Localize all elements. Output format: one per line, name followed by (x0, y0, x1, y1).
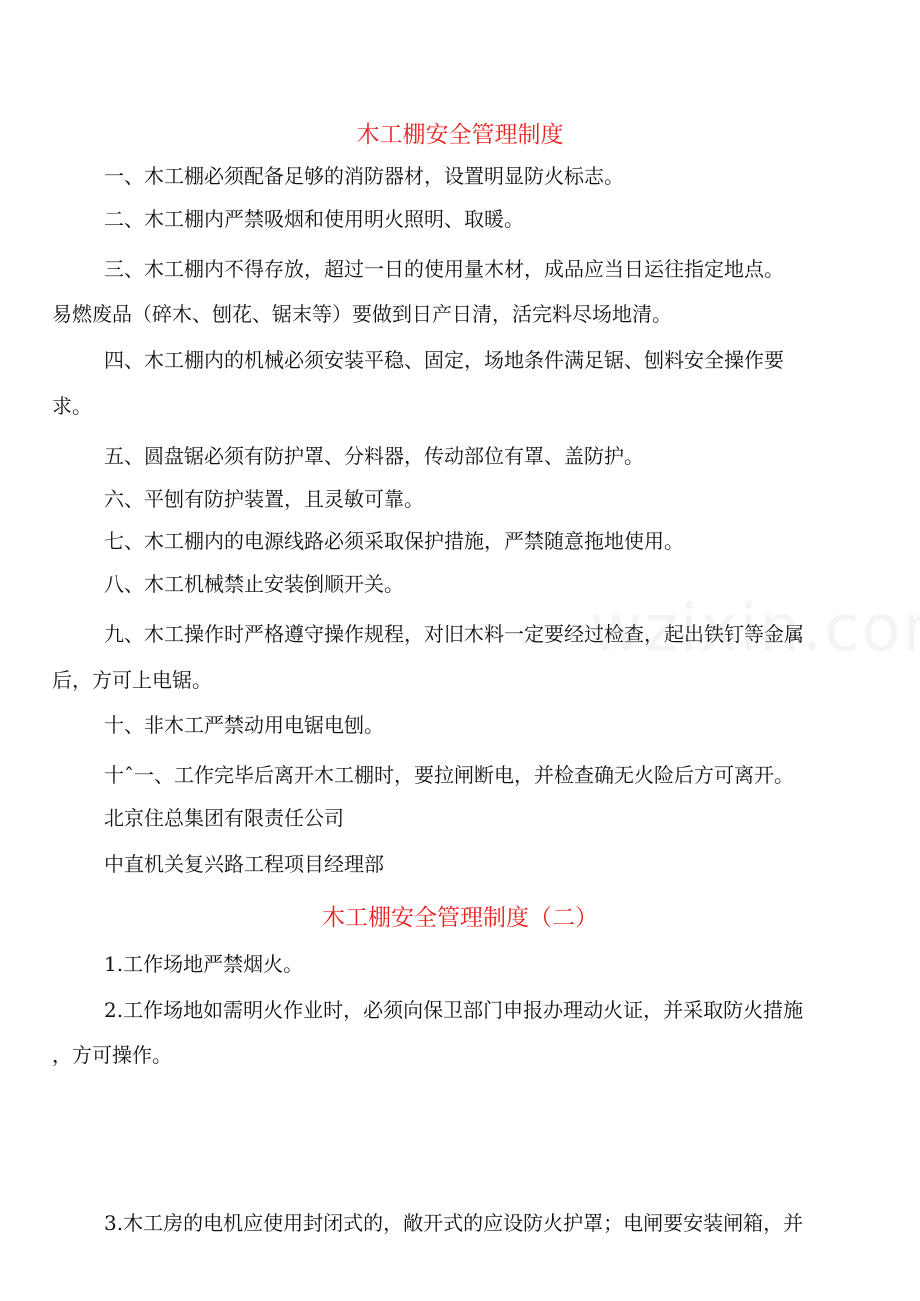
rule-9-line-1: 九、木工操作时严格遵守操作规程，对旧木料一定要经过检查，起出铁钉等金属 (104, 622, 804, 646)
item-2-line-2: ，方可操作。 (52, 1043, 172, 1067)
rule-9-line-2: 后，方可上电锯。 (52, 668, 212, 692)
rule-3-line-2: 易燃废品（碎木、刨花、锯末等）要做到日产日清，活完料尽场地清。 (52, 302, 672, 326)
item-1: 1.工作场地严禁烟火。 (104, 952, 304, 976)
rule-2: 二、木工棚内严禁吸烟和使用明火照明、取暖。 (104, 207, 524, 231)
document-title: 木工棚安全管理制度 (356, 122, 564, 148)
rule-6: 六、平刨有防护装置，且灵敏可靠。 (104, 487, 424, 511)
rule-10: 十、非木工严禁动用电锯电刨。 (104, 713, 384, 737)
company-name: 北京住总集团有限责任公司 (104, 806, 344, 830)
item-2-line-1: 2.工作场地如需明火作业时，必须向保卫部门申报办理动火证，并采取防火措施 (104, 998, 804, 1022)
rule-4-line-1: 四、木工棚内的机械必须安装平稳、固定，场地条件满足锯、刨料安全操作要 (104, 348, 784, 372)
item-3-line-1: 3.木工房的电机应使用封闭式的，敞开式的应设防火护罩；电闸要安装闸箱，并 (104, 1211, 804, 1235)
department-name: 中直机关复兴路工程项目经理部 (104, 852, 384, 876)
rule-3-line-1: 三、木工棚内不得存放，超过一日的使用量木材，成品应当日运往指定地点。 (104, 257, 784, 281)
rule-4-line-2: 求。 (52, 394, 92, 418)
section-title-2: 木工棚安全管理制度（二） (322, 905, 598, 931)
rule-7: 七、木工棚内的电源线路必须采取保护措施，严禁随意拖地使用。 (104, 529, 684, 553)
rule-5: 五、圆盘锯必须有防护罩、分料器，传动部位有罩、盖防护。 (104, 444, 644, 468)
rule-11: 十ˆ一、工作完毕后离开木工棚时，要拉闸断电，并检查确无火险后方可离开。 (104, 763, 794, 787)
rule-8: 八、木工机械禁止安装倒顺开关。 (104, 572, 404, 596)
rule-1: 一、木工棚必须配备足够的消防器材，设置明显防火标志。 (104, 164, 624, 188)
